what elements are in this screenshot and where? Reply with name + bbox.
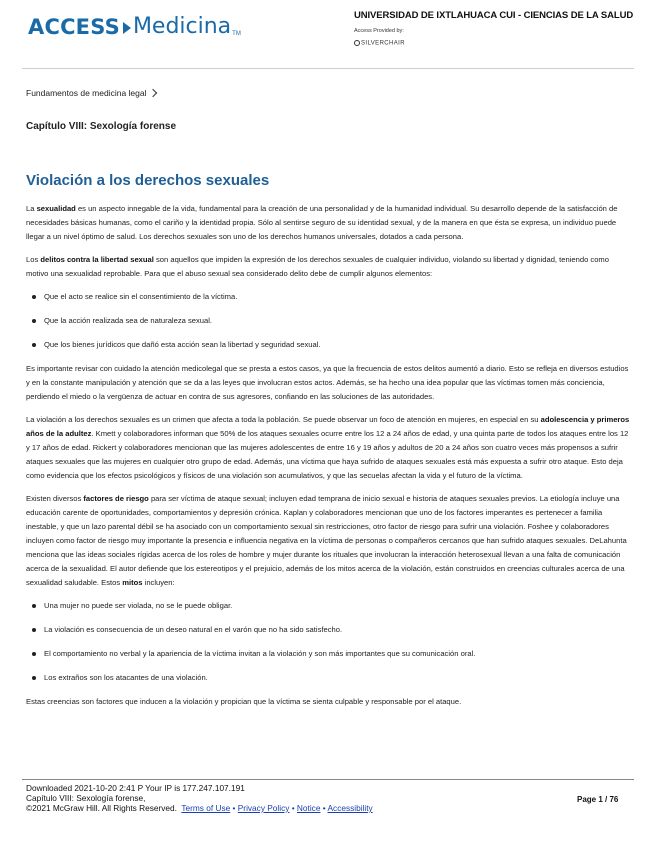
- chapter-title: Capítulo VIII: Sexología forense: [26, 121, 177, 132]
- article-body: [26, 202, 630, 718]
- bullet-icon: [32, 676, 36, 680]
- page-header: [0, 0, 655, 68]
- bullet-icon: [32, 604, 36, 608]
- bullet-icon: [32, 295, 36, 299]
- term-factores: factores de riesgo: [83, 494, 149, 503]
- footer-divider: [22, 779, 634, 780]
- copyright: ©2021 McGraw Hill. All Rights Reserved.: [26, 803, 177, 813]
- page-number: Page 1 / 76: [577, 795, 619, 804]
- bullet-icon: [32, 319, 36, 323]
- logo-access-text: ACCESS: [28, 15, 120, 39]
- provider-logo-icon: [354, 40, 360, 46]
- chevron-right-icon: [148, 89, 156, 97]
- terms-of-use-link[interactable]: Terms of Use: [181, 803, 231, 813]
- page-footer: [26, 783, 373, 813]
- paragraph-factores: Existen diversos factores de riesgo para ser víctima de ataque sexual; incluyen edad temprana de inicio sexual e historia de ataques sexuales previos. La etiología incluye una educación carente de oportunidades, comportamientos y depresión crónica. Kaplan y colaboradores mencionan que uno de los factores imperantes es pertenecer a familia inestable, y que un lazo parental débil se ha asociado con un comportamiento sexual sin restricciones, otro factor de riesgo para sufrir una violación. Foshee y colaboradores incluyen como factor de riesgo muy importante la presencia e influencia negativa en la víctima de personas o compañeros cercanos que han sufrido ataques sexuales. DeLahunta menciona que las ideas sociales rígidas acerca de los roles de hombre y mujer durante los rituales que involucran la interacción heterosexual llevan a una falta de comunicación acerca de la sexualidad. El autor defiende que los estereotipos y el prejuicio, además de los mitos acerca de la violación, están construidos en creencias culturales acerca de una sexualidad saludable. Estos mitos incluyen:: [26, 494, 627, 587]
- elements-list: [26, 290, 630, 352]
- bullet-icon: [32, 628, 36, 632]
- section-heading: Violación a los derechos sexuales: [26, 172, 270, 189]
- breadcrumb-link[interactable]: Fundamentos de medicina legal: [26, 88, 147, 98]
- list-item: Una mujer no puede ser violada, no se le puede obligar.: [26, 599, 630, 613]
- paragraph-creencias: Estas creencias son factores que inducen a la violación y propician que la víctima se sienta culpable y responsable por el ataque.: [26, 697, 462, 706]
- notice-link[interactable]: Notice: [296, 803, 321, 813]
- provided-by-label: Access Provided by:: [354, 28, 404, 34]
- bullet-icon: [32, 343, 36, 347]
- paragraph-sexualidad: La sexualidad es un aspecto innegable de la vida, fundamental para la creación de una personalidad y de la humanidad individual. Su desarrollo depende de la satisfacción de necesidades básicas humanas, como el cariño y la identidad propia. Sólo al sentirse seguro de su identidad sexual, y de la manera en que ésta se expresa, un individuo puede llegar a un nivel óptimo de salud. Los derechos sexuales son uno de los derechos humanos universales, dotados a cada persona.: [26, 204, 618, 241]
- term-mitos: mitos: [122, 578, 143, 587]
- accessibility-link[interactable]: Accessibility: [327, 803, 373, 813]
- myths-list: [26, 599, 630, 685]
- footer-legal: ©2021 McGraw Hill. All Rights Reserved. Terms of Use • Privacy Policy • Notice • Accessibility: [26, 803, 373, 813]
- list-item: El comportamiento no verbal y la apariencia de la víctima invitan a la violación y son más importantes que su comunicación oral.: [26, 647, 630, 661]
- institution-name: UNIVERSIDAD DE IXTLAHUACA CUI - CIENCIAS DE LA SALUD: [354, 10, 634, 21]
- logo-medicina-text: Medicina: [132, 14, 232, 39]
- header-divider: [22, 68, 634, 69]
- breadcrumb[interactable]: [26, 88, 156, 98]
- download-info: Downloaded 2021-10-20 2:41 P Your IP is 177.247.107.191: [26, 783, 245, 793]
- paragraph-atencion: Es importante revisar con cuidado la atención medicolegal que se presta a estos casos, ya que la frecuencia de estos delitos aumentó a diario. Esto se refleja en diversos estudios y en la constante manipulación y atención que se da a las leyes que involucran estos actos. Además, se ha hecho una idea popular que las víctimas tomen más conciencia, perdiendo el miedo o la vergüenza de actuar en contra de sus agresores, confiando en las soluciones de las autoridades.: [26, 364, 629, 401]
- bullet-icon: [32, 652, 36, 656]
- list-item: Los extraños son los atacantes de una violación.: [26, 671, 630, 685]
- provider-logo: [354, 40, 405, 47]
- provider-name: SILVERCHAIR: [361, 40, 405, 47]
- access-medicina-logo[interactable]: [28, 14, 241, 39]
- term-delitos: delitos contra la libertad sexual: [40, 255, 154, 264]
- list-item: Que el acto se realice sin el consentimiento de la víctima.: [26, 290, 630, 304]
- paragraph-delitos: Los delitos contra la libertad sexual son aquellos que impiden la expresión de los derechos sexuales de cualquier individuo, violando su libertad y dignidad, teniendo como motivo una sexualidad reprobable. Para que el abuso sexual sea considerado delito debe de cumplir algunos elementos:: [26, 255, 609, 278]
- list-item: La violación es consecuencia de un deseo natural en el varón que no ha sido satisfecho.: [26, 623, 630, 637]
- list-item: Que los bienes jurídicos que dañó esta acción sean la libertad y seguridad sexual.: [26, 338, 630, 352]
- privacy-policy-link[interactable]: Privacy Policy: [237, 803, 290, 813]
- list-item: Que la acción realizada sea de naturaleza sexual.: [26, 314, 630, 328]
- term-adolescencia: adolescencia y primeros años de la adultez: [26, 415, 630, 438]
- logo-arrow-icon: [123, 22, 131, 34]
- logo-trademark: TM: [232, 31, 241, 37]
- term-sexualidad: sexualidad: [36, 204, 76, 213]
- paragraph-poblacion: La violación a los derechos sexuales es un crimen que afecta a toda la población. Se puede observar un foco de atención en mujeres, en especial en su adolescencia y primeros años de la adultez. Kmett y colaboradores informan que 50% de los ataques sexuales ocurre entre los 12 a 24 años de edad, y una quinta parte de todos los ataques entre los 12 y 17 años de edad. Rickert y colaboradores mencionan que las mujeres adolescentes de entre 16 y 19 años y adultos de 20 a 24 años son cuatro veces más propensos a sufrir ataques sexuales que las mujeres en cualquier otro grupo de edad. Además, una víctima que haya sufrido de ataques sexuales está más expuesta a sufrir otro ataque. Esto deja como evidencia que los efectos psicológicos y físicos de una violación son acumulativos, y que las secuelas afectan la vida y el futuro de la víctima.: [26, 415, 630, 480]
- footer-chapter: Capítulo VIII: Sexología forense,: [26, 793, 146, 803]
